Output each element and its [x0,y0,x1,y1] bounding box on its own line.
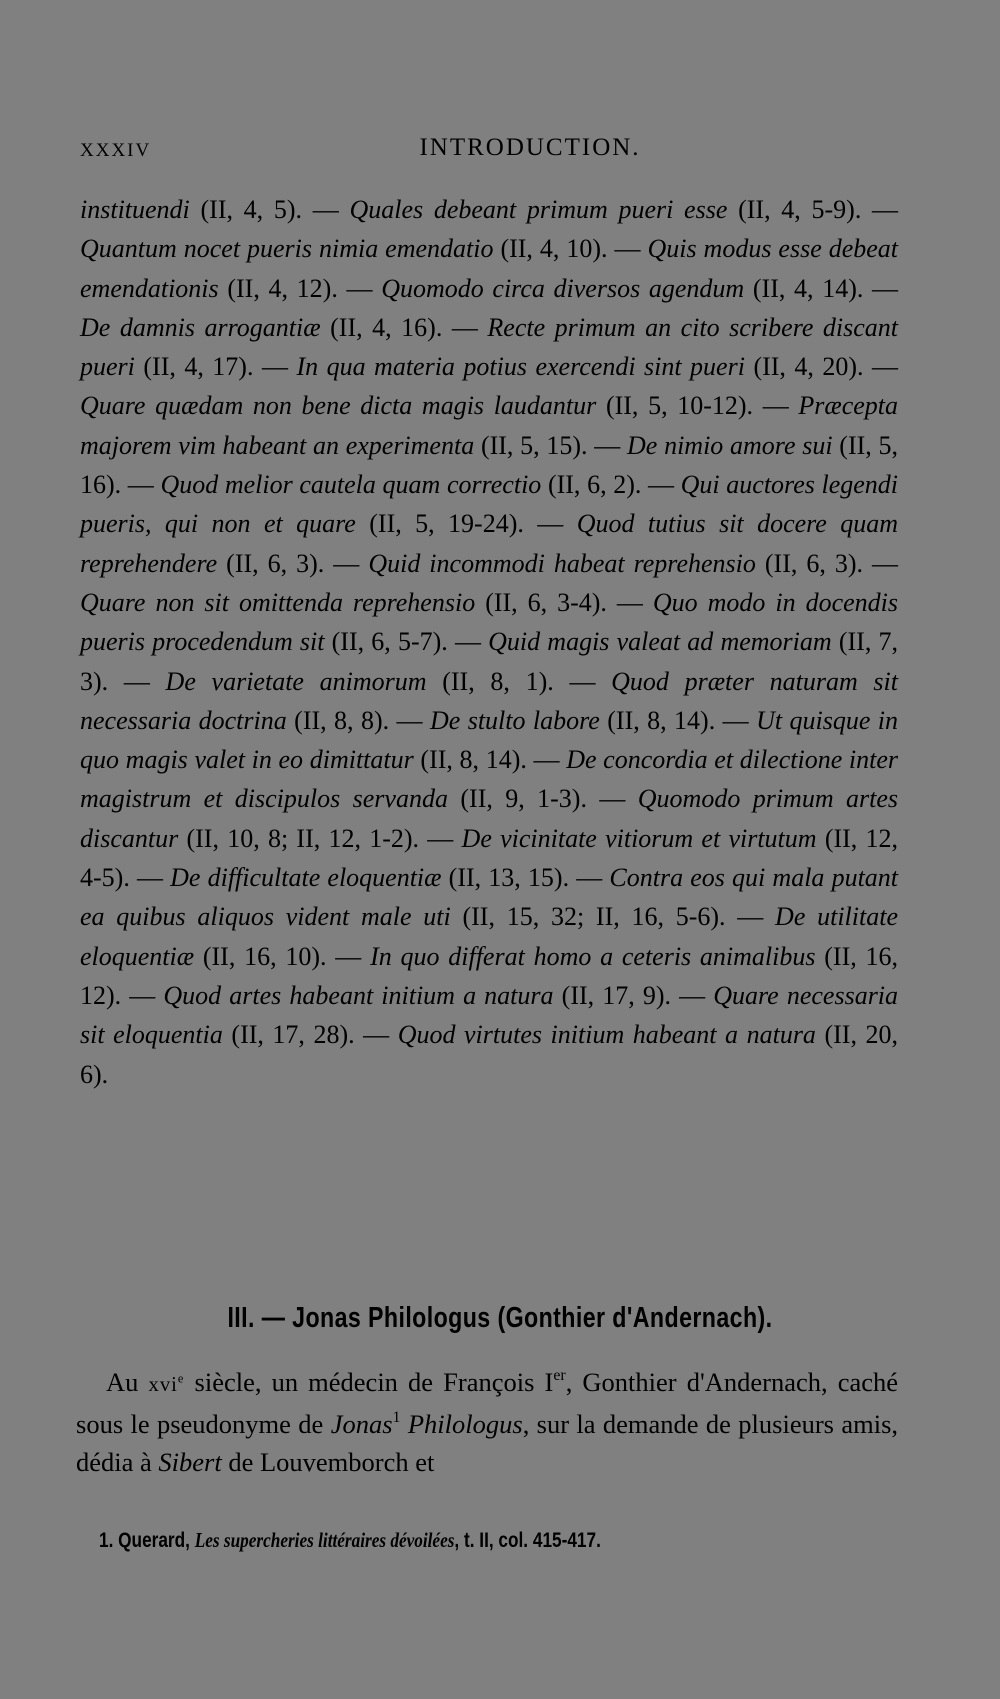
em-dash-separator: — [863,352,899,382]
summary-topic: Quid incommodi habeat reprehensio [368,548,756,578]
summary-topic: De stulto labore [429,705,600,735]
summary-reference: (II, 5, 19-24). [369,509,524,539]
summary-reference: (II, 4, 16). [330,312,443,342]
em-dash-separator: — [121,980,164,1010]
summary-topic: Recte primum an cito scribere discant pueri [80,312,899,382]
em-dash-separator: — [753,391,799,421]
summary-topic: In quo differat homo a ceteris animalibus [370,941,816,971]
summary-reference: (II, 13, 15). [448,863,570,893]
page-number: XXXIV [80,140,152,161]
chapter-summary [80,190,898,1094]
summary-reference: (II, 8, 8). [294,705,390,735]
summary-reference: (II, 7, 3). [80,627,898,696]
em-dash-separator: — [447,627,489,657]
body-paragraph [76,1363,898,1482]
summary-reference: (II, 4, 5). [200,195,303,224]
summary-reference: (II, 6, 3). [764,548,864,578]
em-dash-separator: — [725,902,776,932]
summary-reference: (II, 17, 9). [561,980,672,1010]
em-dash-separator: — [641,470,681,500]
summary-topic: In qua materia potius exercendi sint pueri [296,352,745,382]
footnote [99,1528,755,1553]
footnote-number: 1. [99,1529,114,1552]
footnote-author: Querard, [118,1529,190,1552]
em-dash-separator: — [354,1020,398,1050]
paragraph-text: de Louvemborch et [228,1447,435,1477]
summary-reference: (II, 8, 14). [607,705,716,735]
em-dash-separator: — [324,548,369,578]
summary-topic: Quantum nocet pueris nimia emendatio [80,234,494,264]
em-dash-separator: — [523,509,577,539]
summary-topic: Ut quisque in quo magis valet in eo dimittatur [80,705,899,775]
em-dash-separator: — [129,863,171,893]
summary-topic: Quod tutius sit docere quam reprehendere [80,509,899,578]
summary-topic: Quomodo primum artes discantur [80,784,899,853]
em-dash-separator: — [526,745,567,775]
em-dash-separator: — [715,705,757,735]
em-dash-separator: — [442,312,488,342]
summary-reference: (II, 15, 32; II, 16, 5-6). [462,902,726,932]
em-dash-separator: — [389,705,430,735]
summary-topic: Quod præter naturam sit necessaria doctrina [80,666,898,735]
summary-reference: (II, 10, 8; II, 12, 1-2). [186,823,420,853]
summary-reference: (II, 6, 3). [226,548,325,578]
summary-reference: (II, 4, 17). [143,352,254,382]
em-dash-separator: — [569,863,610,893]
paragraph-text: , Gonthier d'Andernach, caché sous le pseudonyme de [76,1367,899,1439]
summary-topic: instituendi [80,195,190,224]
summary-reference: (II, 12, 4-5). [80,823,899,893]
summary-reference: (II, 5, 15). [480,430,588,460]
summary-topic: De damnis arrogantiæ [80,312,321,342]
running-title: INTRODUCTION. [419,134,641,161]
summary-topic: Contra eos qui mala putant ea quibus aliquos vident male uti [80,863,899,932]
summary-topic: Quare necessaria sit eloquentia [80,980,899,1050]
summary-topic: Quales debeant primum pueri esse [349,195,728,224]
summary-reference: (II, 9, 1-3). [460,784,587,814]
summary-topic: Quod artes habeant initium a natura [163,980,554,1010]
summary-reference: (II, 4, 5-9). [738,195,862,224]
king-superscript: er [553,1366,566,1384]
em-dash-separator: — [863,273,899,303]
summary-topic: Præcepta majorem vim habeant an experimenta [80,391,899,460]
summary-topic: Quo modo in docendis pueris procedendum sit [80,587,899,657]
summary-topic: Quis modus esse debeat emendationis [80,234,899,303]
footnote-reference-text: , t. II, col. 415-417. [454,1529,601,1552]
summary-reference: (II, 6, 2). [547,470,642,500]
summary-reference: (II, 16, 10). [202,941,327,971]
em-dash-separator: — [419,823,462,853]
summary-topic: Quomodo circa diversos agendum [381,273,745,303]
summary-topic: Quare quædam non bene dicta magis laudantur [80,391,597,421]
em-dash-separator: — [863,548,899,578]
summary-reference: (II, 4, 10). [500,234,608,264]
em-dash-separator: — [253,352,297,382]
summary-reference: (II, 5, 16). [80,430,899,500]
summary-topic: Quid magis valeat ad memoriam [488,627,832,657]
em-dash-separator: — [302,195,350,224]
paragraph-text: Au [106,1367,139,1397]
summary-topic: De difficultate eloquentiæ [170,863,442,893]
century-text: xvi [148,1374,178,1396]
em-dash-separator: — [108,666,166,696]
em-dash-separator: — [121,470,161,500]
footnote-title: Les supercheries littéraires dévoilées [194,1528,455,1552]
em-dash-separator: — [671,980,714,1010]
em-dash-separator: — [587,430,628,460]
summary-topic: De utilitate eloquentiæ [80,902,898,971]
em-dash-separator: — [606,587,653,617]
summary-reference: (II, 5, 10-12). [605,391,754,421]
century-superscript: e [177,1371,185,1386]
em-dash-separator: — [586,784,638,814]
paragraph-text: siècle, un médecin de François I [194,1367,554,1397]
summary-topic: Quare non sit omittenda reprehensio [80,587,476,617]
summary-reference: (II, 6, 3-4). [485,587,607,617]
summary-topic: Quod virtutes initium habeant a natura [397,1020,816,1050]
name-sibert: Sibert [158,1447,222,1477]
pseudonym-philologus: Philologus [407,1408,523,1439]
running-head [80,134,940,170]
summary-reference: (II, 8, 1). [442,666,554,696]
summary-reference: (II, 8, 14). [420,745,527,775]
em-dash-separator: — [326,941,371,971]
summary-reference: (II, 4, 20). [753,352,864,382]
pseudonym-jonas: Jonas [330,1408,393,1439]
summary-topic: De varietate animorum [165,666,427,696]
summary-reference: (II, 6, 5-7). [331,627,448,657]
summary-topic: De vicinitate vitiorum et virtutum [461,823,817,853]
summary-reference: (II, 4, 12). [227,273,338,303]
footnote-reference[interactable]: 1 [392,1408,401,1426]
summary-reference: (II, 20, 6). [80,1020,898,1089]
paragraph-text: , sur la demande de plusieurs amis, dédia à [76,1408,899,1477]
section-heading: III. — Jonas Philologus (Gonthier d'Andernach). [227,1302,773,1334]
summary-topic: De concordia et dilectione inter magistrum et discipulos servanda [80,745,899,814]
summary-reference: (II, 4, 14). [752,273,864,303]
summary-topic: De nimio amore sui [627,430,833,460]
century-numeral [148,1371,185,1396]
summary-reference: (II, 17, 28). [231,1020,355,1050]
summary-reference: (II, 16, 12). [80,941,899,1010]
em-dash-separator: — [337,273,382,303]
em-dash-separator: — [553,666,612,696]
summary-topic: Quod melior cautela quam correctio [160,470,542,500]
summary-topic: Qui auctores legendi pueris, qui non et quare [80,470,899,539]
em-dash-separator: — [607,234,648,264]
em-dash-separator: — [861,195,899,224]
